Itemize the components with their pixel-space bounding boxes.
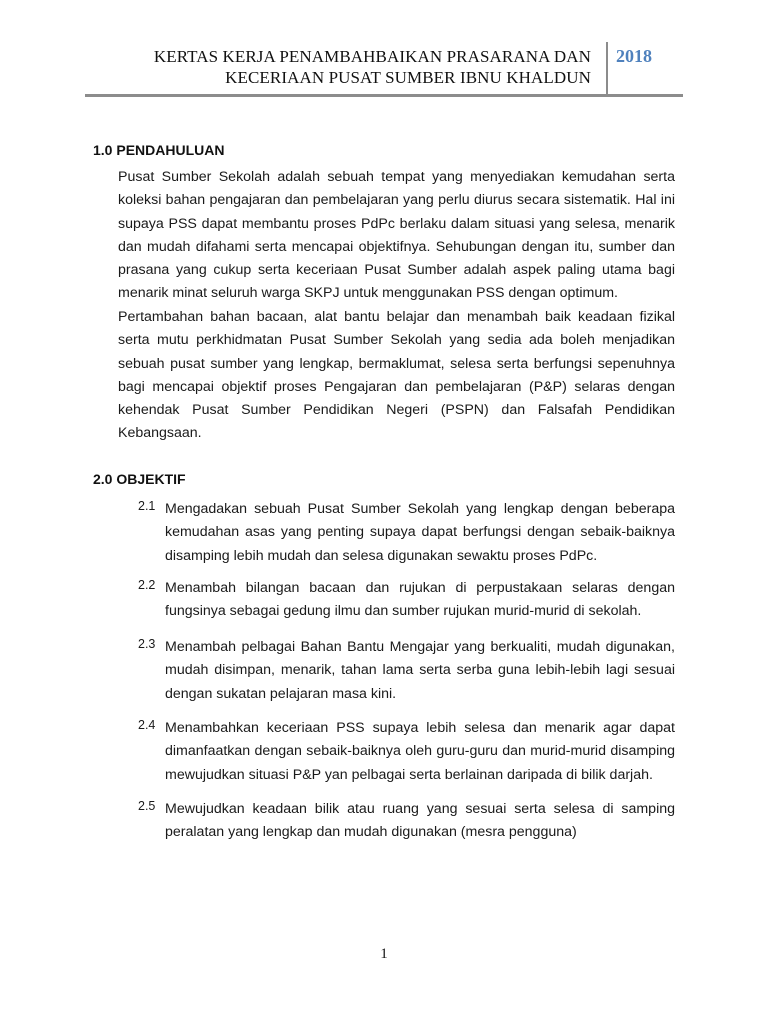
section-heading-objektif: 2.0 OBJEKTIF (93, 471, 186, 487)
objective-number: 2.5 (138, 799, 156, 813)
document-title-line2: KECERIAAN PUSAT SUMBER IBNU KHALDUN (225, 68, 591, 87)
document-title-line1: KERTAS KERJA PENAMBAHBAIKAN PRASARANA DAN (153, 47, 591, 66)
document-title (154, 46, 591, 88)
objective-number: 2.4 (138, 718, 156, 732)
objective-number: 2.3 (138, 637, 156, 651)
objective-text: Menambahkan keceriaan PSS supaya lebih selesa dan menarik agar dapat dimanfaatkan dengan sebaik-baiknya oleh guru-guru dan murid-murid disamping mewujudkan situasi P&P yan pelbagai serta berlainan daripada di bilik darjah. (165, 720, 675, 783)
objective-text: Mengadakan sebuah Pusat Sumber Sekolah yang lengkap dengan beberapa kemudahan asas yang penting supaya dapat berfungsi dengan sebaik-baiknya disamping lebih mudah dan selesa digunakan sewaktu proses PdPc. (165, 501, 675, 564)
header-divider (606, 42, 608, 94)
objective-text: Menambah pelbagai Bahan Bantu Mengajar yang berkualiti, mudah digunakan, mudah disimpan, menarik, tahan lama serta serba guna lebih-lebih lagi sesuai dengan sukatan pelajaran masa kini. (165, 639, 675, 702)
intro-paragraph-2: Pertambahan bahan bacaan, alat bantu belajar dan menambah baik keadaan fizikal serta mutu perkhidmatan Pusat Sumber Sekolah yang sedia ada boleh menjadikan sebuah pusat sumber yang lengkap, bermaklumat, selesa serta berfungsi sepenuhnya bagi mencapai objektif proses Pengajaran dan pembelajaran (P&P) selaras dengan kehendak Pusat Sumber Pendidikan Negeri (PSPN) dan Falsafah Pendidikan Kebangsaan. (118, 309, 675, 442)
page-header (85, 42, 683, 97)
intro-paragraph-1: Pusat Sumber Sekolah adalah sebuah tempat yang menyediakan kemudahan serta koleksi bahan pengajaran dan pembelajaran yang perlu diurus secara sistematik. Hal ini supaya PSS dapat membantu proses PdPc berlaku dalam situasi yang selesa, menarik dan mudah difahami serta mencapai objektifnya. Sehubungan dengan itu, sumber dan prasana yang cukup serta keceriaan Pusat Sumber adalah aspek paling utama bagi menarik minat seluruh warga SKPJ untuk menggunakan PSS dengan optimum. (118, 169, 675, 302)
objective-text: Mewujudkan keadaan bilik atau ruang yang sesuai serta selesa di samping peralatan yang lengkap dan mudah digunakan (mesra pengguna) (165, 801, 675, 841)
objective-number: 2.1 (138, 499, 156, 513)
document-year: 2018 (616, 46, 652, 66)
objective-number: 2.2 (138, 578, 156, 592)
section-heading-pendahuluan: 1.0 PENDAHULUAN (93, 142, 225, 158)
page-number: 1 (380, 946, 388, 962)
objective-text: Menambah bilangan bacaan dan rujukan di perpustakaan selaras dengan fungsinya sebagai gedung ilmu dan sumber rujukan murid-murid di sekolah. (165, 580, 675, 620)
